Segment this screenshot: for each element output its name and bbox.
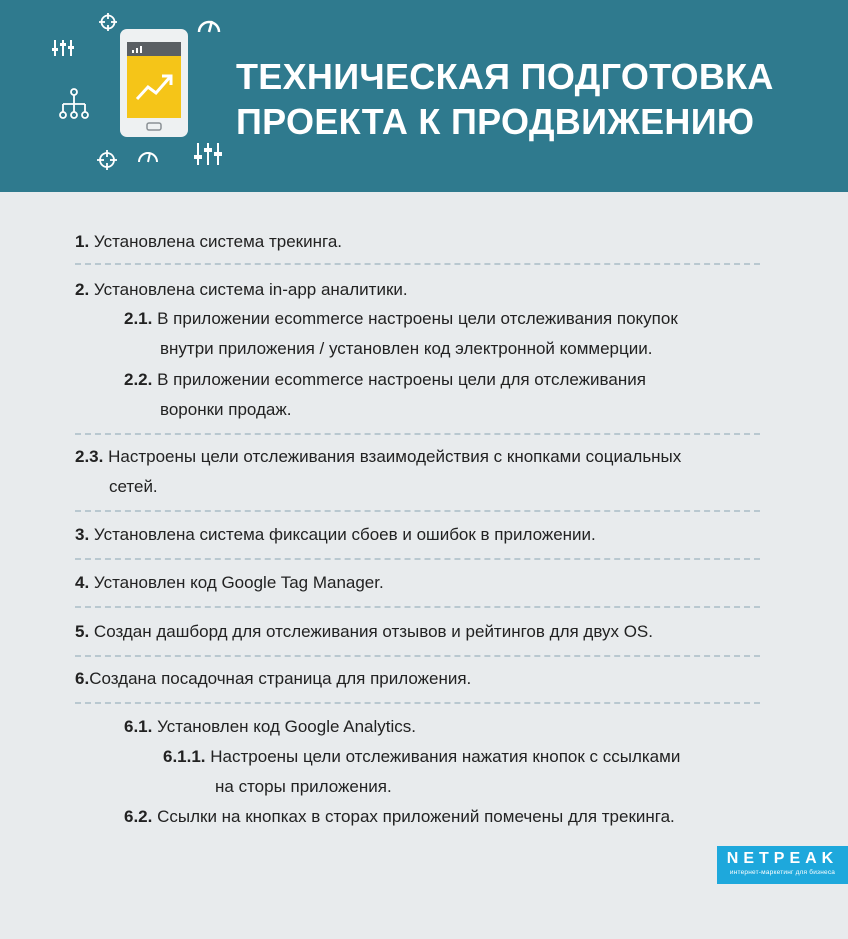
item-text: Установлен код Google Tag Manager. [93, 573, 384, 592]
item-number: 2.2. [124, 370, 153, 389]
item-number: 4. [75, 573, 90, 592]
list-item [75, 227, 342, 256]
divider [75, 558, 760, 560]
item-text: сетей. [109, 477, 158, 496]
item-number: 6.1. [124, 717, 153, 736]
logo-brand: NETPEAK [726, 850, 839, 867]
divider [75, 606, 760, 608]
divider [75, 510, 760, 512]
phone-growth-chart-icon [120, 29, 188, 137]
item-text: Создана посадочная страница для приложения. [89, 669, 472, 688]
item-text: Создан дашборд для отслеживания отзывов и рейтингов для двух OS. [93, 622, 653, 641]
item-number: 6.2. [124, 807, 153, 826]
item-text: Настроены цели отслеживания взаимодействия с кнопками социальных [108, 447, 682, 466]
logo-tagline: интернет-маркетинг для бизнеса [729, 869, 836, 876]
title-line-2: ПРОЕКТА К ПРОДВИЖЕНИЮ [236, 101, 755, 142]
gauge-icon [137, 148, 159, 164]
divider [75, 702, 760, 704]
list-item [75, 442, 681, 471]
item-number: 3. [75, 525, 90, 544]
page-title [236, 54, 774, 144]
item-text: на сторы приложения. [215, 777, 392, 796]
list-item-continuation [160, 395, 291, 424]
item-text: Установлен код Google Analytics. [157, 717, 416, 736]
list-item-continuation [215, 772, 392, 801]
item-number: 6.1.1. [163, 747, 206, 766]
item-text: Установлена система in-app аналитики. [93, 280, 408, 299]
item-text: воронки продаж. [160, 400, 292, 419]
list-item [75, 520, 596, 549]
list-item [163, 742, 680, 771]
list-item [124, 304, 678, 333]
item-text: внутри приложения / установлен код электронной коммерции. [160, 339, 653, 358]
netpeak-logo [717, 846, 848, 884]
sliders-icon [194, 141, 222, 167]
item-number: 6. [75, 669, 90, 688]
item-text: В приложении ecommerce настроены цели для отслеживания [157, 370, 646, 389]
title-line-1: ТЕХНИЧЕСКАЯ ПОДГОТОВКА [236, 56, 774, 97]
item-text: В приложении ecommerce настроены цели отслеживания покупок [157, 309, 678, 328]
item-number: 2.3. [75, 447, 104, 466]
sliders-icon [52, 38, 74, 58]
hierarchy-icon [58, 88, 90, 120]
item-number: 1. [75, 232, 90, 251]
list-item [124, 712, 416, 741]
item-text: Настроены цели отслеживания нажатия кнопок с ссылками [210, 747, 681, 766]
item-text: Ссылки на кнопках в сторах приложений помечены для трекинга. [157, 807, 675, 826]
list-item [75, 664, 471, 693]
divider [75, 655, 760, 657]
item-text: Установлена система фиксации сбоев и ошибок в приложении. [93, 525, 596, 544]
crosshair-icon [97, 150, 117, 170]
list-item [75, 568, 384, 597]
list-item [124, 802, 675, 831]
item-number: 2.1. [124, 309, 153, 328]
list-item-continuation [160, 334, 652, 363]
list-item [75, 617, 653, 646]
gauge-icon [196, 14, 222, 34]
item-number: 5. [75, 622, 90, 641]
list-item [124, 365, 646, 394]
list-item [75, 275, 408, 304]
header-banner [0, 0, 848, 192]
crosshair-icon [99, 13, 117, 31]
divider [75, 263, 760, 265]
divider [75, 433, 760, 435]
item-text: Установлена система трекинга. [93, 232, 342, 251]
item-number: 2. [75, 280, 90, 299]
list-item-continuation [109, 472, 158, 501]
